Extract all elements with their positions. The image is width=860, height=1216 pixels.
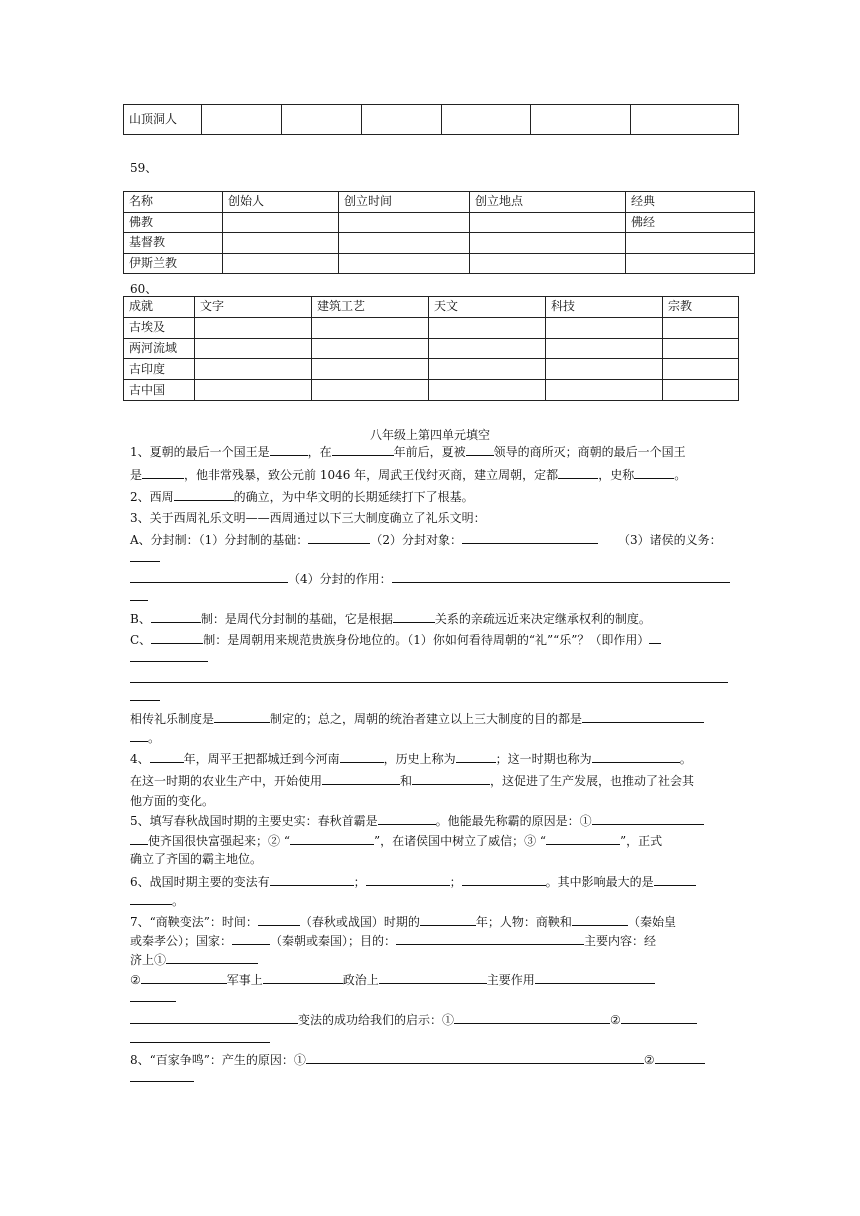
q7-text: 济上① xyxy=(130,953,167,967)
answer-blank[interactable] xyxy=(290,832,374,845)
table-top xyxy=(123,104,739,135)
table-cell: 古中国 xyxy=(124,380,195,401)
table-row xyxy=(124,233,755,254)
question-7-line-2 xyxy=(130,932,656,949)
question-3c-line-2 xyxy=(130,649,208,666)
answer-blank[interactable] xyxy=(655,1051,705,1064)
table-cell xyxy=(223,253,339,274)
q3b-text: 关系的亲疏远近来决定继承权利的制度。 xyxy=(434,612,651,626)
table-header-cell: 名称 xyxy=(124,192,223,213)
question-7-line-3 xyxy=(130,951,258,968)
question-3c-line-3 xyxy=(130,670,728,687)
answer-blank[interactable] xyxy=(270,873,354,886)
table-cell: 佛经 xyxy=(626,212,755,233)
question-2 xyxy=(130,488,474,505)
question-8-line-1 xyxy=(130,1051,705,1068)
q6-text: 。其中影响最大的是 xyxy=(545,875,654,889)
q4-text: 年，周平王把都城迁到今河南 xyxy=(183,752,340,766)
table-cell xyxy=(312,359,429,380)
table-header-cell: 建筑工艺 xyxy=(312,297,429,318)
table-cell xyxy=(470,212,626,233)
table-religions xyxy=(123,191,755,274)
q3c-text: 制：是周朝用来规范贵族身份地位的。（1）你如何看待周朝的“礼”“乐”？（即作用） xyxy=(203,633,650,647)
answer-blank[interactable] xyxy=(340,750,384,763)
answer-blank[interactable] xyxy=(151,631,203,644)
q8-text: ② xyxy=(643,1053,655,1067)
q7-text: 7、“商鞅变法”：时间： xyxy=(130,915,258,929)
question-4-line-2 xyxy=(130,772,694,789)
table-cell xyxy=(195,338,312,359)
question-3b xyxy=(130,610,651,627)
table-cell xyxy=(339,233,470,254)
table-cell xyxy=(470,253,626,274)
table-cell xyxy=(312,338,429,359)
answer-blank[interactable] xyxy=(649,631,661,644)
answer-blank[interactable] xyxy=(378,812,436,825)
q5-text: 使齐国很快富强起来；② “ xyxy=(148,834,290,848)
answer-blank[interactable] xyxy=(141,971,227,984)
q7-text: 政治上 xyxy=(342,973,379,987)
table-cell: 基督教 xyxy=(124,233,223,254)
table-header-cell: 创始人 xyxy=(223,192,339,213)
answer-blank[interactable] xyxy=(166,951,258,964)
q1-text: 是 xyxy=(130,468,143,482)
answer-blank[interactable] xyxy=(366,873,450,886)
table-cell xyxy=(546,338,663,359)
q4-text: 。 xyxy=(679,752,692,766)
answer-blank[interactable] xyxy=(462,531,598,544)
q7-text: ② xyxy=(610,1013,621,1027)
question-4-line-3: 他方面的变化。 xyxy=(130,794,215,808)
table-row xyxy=(124,253,755,274)
answer-blank[interactable] xyxy=(130,989,176,1002)
question-3: 3、关于西周礼乐文明——西周通过以下三大制度确立了礼乐文明： xyxy=(130,511,486,525)
question-3c-line-4 xyxy=(130,688,160,705)
answer-blank[interactable] xyxy=(582,710,704,723)
q3a-text: （4）分封的作用： xyxy=(288,572,392,586)
table-header-cell: 科技 xyxy=(546,297,663,318)
liyue-text: 制定的；总之，周朝的统治者建立以上三大制度的目的都是 xyxy=(270,712,583,726)
answer-blank[interactable] xyxy=(130,1030,270,1043)
q7-text: 年；人物：商鞅和 xyxy=(475,915,572,929)
answer-blank[interactable] xyxy=(466,443,494,456)
q7-text: 变法的成功给我们的启示：① xyxy=(298,1013,455,1027)
answer-blank[interactable] xyxy=(592,750,680,763)
table-cell xyxy=(339,212,470,233)
q1-text: 领导的商所灭；商朝的最后一个国王 xyxy=(493,445,686,459)
q3a-text: （2）分封对象： xyxy=(370,533,462,547)
question-6-line-1 xyxy=(130,873,696,890)
table-cell xyxy=(442,105,531,135)
question-6-line-2 xyxy=(130,892,184,909)
q4-text: 4、 xyxy=(130,752,150,766)
table-cell xyxy=(626,253,755,274)
answer-blank[interactable] xyxy=(232,932,270,945)
table-cell xyxy=(195,359,312,380)
answer-blank[interactable] xyxy=(412,772,490,785)
table-cell xyxy=(429,359,546,380)
answer-blank[interactable] xyxy=(634,466,674,479)
q6-text: ； xyxy=(449,875,462,889)
answer-blank[interactable] xyxy=(535,971,655,984)
q1-text: ，史称 xyxy=(598,468,635,482)
question-1-line-2 xyxy=(130,466,686,483)
q3a-text: A、分封制：（1）分封制的基础： xyxy=(130,533,309,547)
table-cell: 山顶洞人 xyxy=(124,105,202,135)
answer-blank[interactable] xyxy=(130,729,148,742)
question-7-line-6 xyxy=(130,1011,697,1028)
answer-blank[interactable] xyxy=(150,750,184,763)
table-cell xyxy=(312,317,429,338)
question-3a-line-3 xyxy=(130,570,730,587)
table-header-row xyxy=(124,297,739,318)
q3b-text: 制：是周代分封制的基础，它是根据 xyxy=(200,612,393,626)
question-5-line-3: 确立了齐国的霸主地位。 xyxy=(130,852,263,866)
answer-blank[interactable] xyxy=(130,549,160,562)
question-3a-line-1 xyxy=(130,531,722,548)
q7-text: 主要作用 xyxy=(486,973,535,987)
table-cell xyxy=(312,380,429,401)
answer-blank[interactable] xyxy=(396,932,584,945)
answer-blank[interactable] xyxy=(456,750,496,763)
q4-text: ，这促进了生产发展，也推动了社会其 xyxy=(490,774,695,788)
table-header-row xyxy=(124,192,755,213)
q7-text: （秦始皇 xyxy=(627,915,676,929)
q1-text: ，在 xyxy=(307,445,332,459)
table-cell: 两河流域 xyxy=(124,338,195,359)
q1-text: 。 xyxy=(674,468,687,482)
answer-blank[interactable] xyxy=(130,649,208,662)
answer-blank[interactable] xyxy=(558,466,598,479)
table-cell xyxy=(470,233,626,254)
table-cell: 古印度 xyxy=(124,359,195,380)
answer-blank[interactable] xyxy=(392,570,730,583)
answer-blank[interactable] xyxy=(130,1069,194,1082)
table-cell xyxy=(663,380,739,401)
table-row xyxy=(124,380,739,401)
table-cell xyxy=(663,338,739,359)
answer-blank[interactable] xyxy=(151,610,201,623)
q4-text: 在这一时期的农业生产中，开始使用 xyxy=(130,774,323,788)
q1-text: 年前后，夏被 xyxy=(393,445,466,459)
table-cell xyxy=(339,253,470,274)
question-5-line-1 xyxy=(130,812,704,829)
table-header-cell: 文字 xyxy=(195,297,312,318)
table-cell xyxy=(223,212,339,233)
question-3c-line-1 xyxy=(130,631,661,648)
answer-blank[interactable] xyxy=(258,913,300,926)
question-7-line-7 xyxy=(130,1030,270,1047)
q4-text: 和 xyxy=(400,774,413,788)
q5-text: 。他能最先称霸的原因是：① xyxy=(435,814,592,828)
answer-blank[interactable] xyxy=(130,570,288,583)
table-header-cell: 经典 xyxy=(626,192,755,213)
q7-text: （春秋或战国）时期的 xyxy=(299,915,420,929)
question-7-line-4 xyxy=(130,971,655,988)
table-row xyxy=(124,359,739,380)
table-cell xyxy=(429,317,546,338)
answer-blank[interactable] xyxy=(130,670,728,683)
table-cell: 佛教 xyxy=(124,212,223,233)
q4-text: ，历史上称为 xyxy=(383,752,456,766)
table-row xyxy=(124,317,739,338)
answer-blank[interactable] xyxy=(592,812,704,825)
answer-blank[interactable] xyxy=(130,892,172,905)
table-cell xyxy=(663,359,739,380)
q5-text: ”，在诸侯国中树立了威信；③ “ xyxy=(373,834,547,848)
q7-text: 军事上 xyxy=(226,973,263,987)
q3c-text: C、 xyxy=(130,633,152,647)
answer-blank[interactable] xyxy=(322,772,400,785)
q2-text: 的确立，为中华文明的长期延续打下了根基。 xyxy=(233,490,474,504)
table-cell xyxy=(546,359,663,380)
liyue-line-2 xyxy=(130,729,160,746)
table-cell xyxy=(429,380,546,401)
answer-blank[interactable] xyxy=(214,710,270,723)
question-number-59: 59、 xyxy=(130,161,158,175)
answer-blank[interactable] xyxy=(174,488,234,501)
liyue-text: 。 xyxy=(148,731,161,745)
table-row xyxy=(124,212,755,233)
q6-text: ； xyxy=(353,875,366,889)
q1-text: 1、夏朝的最后一个国王是 xyxy=(130,445,270,459)
table-cell xyxy=(282,105,362,135)
liyue-text: 相传礼乐制度是 xyxy=(130,712,215,726)
table-header-cell: 创立地点 xyxy=(470,192,626,213)
answer-blank[interactable] xyxy=(546,832,620,845)
answer-blank[interactable] xyxy=(654,873,696,886)
table-cell xyxy=(631,105,739,135)
answer-blank[interactable] xyxy=(308,531,370,544)
table-cell xyxy=(531,105,631,135)
question-4-line-1 xyxy=(130,750,692,767)
answer-blank[interactable] xyxy=(263,971,343,984)
question-8-line-2 xyxy=(130,1069,194,1086)
table-civilizations xyxy=(123,296,739,401)
q6-text: 。 xyxy=(172,894,185,908)
table-cell xyxy=(223,233,339,254)
q5-text: 5、填写春秋战国时期的主要史实：春秋首霸是 xyxy=(130,814,378,828)
answer-blank[interactable] xyxy=(306,1051,644,1064)
answer-blank[interactable] xyxy=(572,913,628,926)
q1-text: ，他非常残暴，致公元前 1046 年，周武王伐纣灭商，建立周朝，定都 xyxy=(184,468,559,482)
table-cell xyxy=(362,105,442,135)
table-cell xyxy=(626,233,755,254)
answer-blank[interactable] xyxy=(130,832,148,845)
answer-blank[interactable] xyxy=(393,610,435,623)
table-cell xyxy=(195,380,312,401)
q7-text: 或秦孝公）；国家： xyxy=(130,934,233,948)
section-title: 八年级上第四单元填空 xyxy=(369,428,490,442)
answer-blank[interactable] xyxy=(379,971,487,984)
q7-text: ② xyxy=(130,973,141,987)
table-cell xyxy=(195,317,312,338)
answer-blank[interactable] xyxy=(130,688,160,701)
table-cell xyxy=(429,338,546,359)
table-cell xyxy=(202,105,282,135)
q3a-text: （3）诸侯的义务： xyxy=(617,533,722,547)
answer-blank[interactable] xyxy=(420,913,476,926)
q7-text: （秦朝或秦国）；目的： xyxy=(270,934,397,948)
answer-blank[interactable] xyxy=(621,1011,697,1024)
q5-text: ”，正式 xyxy=(620,834,663,848)
table-header-cell: 天文 xyxy=(429,297,546,318)
table-header-cell: 宗教 xyxy=(663,297,739,318)
question-7-line-5 xyxy=(130,989,176,1006)
question-3a-line-2 xyxy=(130,549,160,566)
q7-text: 主要内容：经 xyxy=(584,934,657,948)
table-cell xyxy=(663,317,739,338)
answer-blank[interactable] xyxy=(142,466,184,479)
q4-text: ；这一时期也称为 xyxy=(495,752,592,766)
question-7-line-1 xyxy=(130,913,676,930)
question-number-60: 60、 xyxy=(130,282,158,296)
table-row xyxy=(124,338,739,359)
answer-blank[interactable] xyxy=(332,443,394,456)
question-5-line-2 xyxy=(130,832,662,849)
table-cell xyxy=(546,380,663,401)
table-header-cell: 创立时间 xyxy=(339,192,470,213)
answer-blank[interactable] xyxy=(462,873,546,886)
question-1-line-1 xyxy=(130,443,686,460)
q8-text: 8、“百家争鸣”：产生的原因：① xyxy=(130,1053,306,1067)
answer-blank[interactable] xyxy=(130,1011,298,1024)
q2-text: 2、西周 xyxy=(130,490,174,504)
table-cell: 伊斯兰教 xyxy=(124,253,223,274)
table-cell xyxy=(546,317,663,338)
liyue-line-1 xyxy=(130,710,704,727)
table-cell: 古埃及 xyxy=(124,317,195,338)
answer-blank[interactable] xyxy=(454,1011,610,1024)
q6-text: 6、战国时期主要的变法有 xyxy=(130,875,270,889)
table-header-cell: 成就 xyxy=(124,297,195,318)
answer-blank[interactable] xyxy=(270,443,308,456)
answer-blank[interactable] xyxy=(130,588,148,601)
q3b-text: B、 xyxy=(130,612,151,626)
table-row xyxy=(124,105,739,135)
question-3a-line-4 xyxy=(130,588,148,605)
